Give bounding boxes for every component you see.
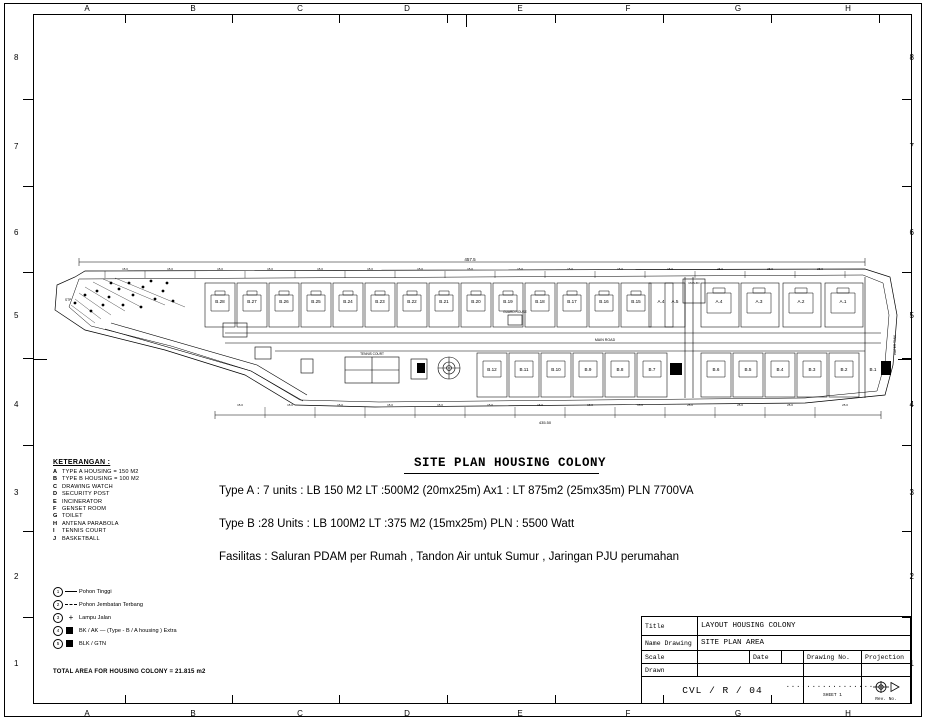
svg-text:A.1: A.1 xyxy=(839,299,847,304)
svg-text:15.0: 15.0 xyxy=(437,403,443,407)
spec-line-type-a: Type A : 7 units : LB 150 M2 LT :500M2 (20mx25m) Ax1 : LT 875m2 (25mx35m) PLN 7700VA xyxy=(219,485,694,497)
site-plan-title: SITE PLAN HOUSING COLONY xyxy=(413,456,607,470)
zone-label-bottom-b: B xyxy=(190,709,196,718)
svg-text:15.0: 15.0 xyxy=(237,403,243,407)
zone-label-left-2: 2 xyxy=(14,572,19,581)
legend-item-key: J xyxy=(53,535,57,542)
svg-text:15.0: 15.0 xyxy=(487,403,493,407)
svg-text:B.27: B.27 xyxy=(247,299,257,304)
drawn-value xyxy=(698,664,804,676)
drawing-no-dots: .................. xyxy=(785,682,880,690)
svg-text:B.22: B.22 xyxy=(407,299,417,304)
frame-tick xyxy=(902,445,912,446)
legend-item xyxy=(53,499,213,506)
svg-text:B.19: B.19 xyxy=(503,299,513,304)
zone-label-right-1: 1 xyxy=(909,659,914,668)
legend-item-key: B xyxy=(53,476,58,483)
svg-text:15.0: 15.0 xyxy=(667,267,673,271)
zone-label-left-5: 5 xyxy=(14,311,19,320)
site-plan-drawing xyxy=(45,255,905,430)
svg-text:25.0: 25.0 xyxy=(767,267,773,271)
svg-text:25.0: 25.0 xyxy=(717,267,723,271)
svg-text:A.4: A.4 xyxy=(657,299,665,304)
svg-text:B.11: B.11 xyxy=(519,367,529,372)
legend-item-key: H xyxy=(53,520,58,527)
svg-text:B.21: B.21 xyxy=(439,299,449,304)
symbol-legend-label: BLK / GTN xyxy=(79,640,107,647)
zone-label-bottom-c: C xyxy=(297,709,303,718)
svg-text:B.16: B.16 xyxy=(599,299,609,304)
title-block xyxy=(641,616,911,704)
frame-tick xyxy=(125,14,126,23)
zone-label-right-2: 2 xyxy=(909,572,914,581)
svg-text:B.8: B.8 xyxy=(616,367,624,372)
frame-tick xyxy=(23,445,33,446)
symbol-legend-block xyxy=(53,585,228,650)
svg-text:15.0: 15.0 xyxy=(217,267,223,271)
legend-item-label: TOILET xyxy=(62,513,83,520)
name-drawing-value: SITE PLAN AREA xyxy=(701,639,765,647)
projection-label: Projection xyxy=(865,653,905,661)
frame-tick xyxy=(447,14,448,23)
legend-item-label: SECURITY POST xyxy=(62,491,110,498)
legend-item-key: F xyxy=(53,506,57,513)
svg-text:A.4: A.4 xyxy=(715,299,723,304)
frame-tick xyxy=(555,695,556,704)
center-mark-top xyxy=(466,14,467,27)
zone-label-bottom-a: A xyxy=(84,709,90,718)
svg-text:25.0: 25.0 xyxy=(787,403,793,407)
symbol-legend-item xyxy=(53,611,228,624)
symbol-legend-item xyxy=(53,624,228,637)
projection-cell-top xyxy=(862,664,910,676)
svg-text:25.0: 25.0 xyxy=(737,403,743,407)
symbol-legend-item xyxy=(53,637,228,650)
symbol-legend-label: Pohon Tinggi xyxy=(79,588,112,595)
zone-label-right-3: 3 xyxy=(909,488,914,497)
street-lamp-symbol-icon: 3 + xyxy=(53,613,79,623)
svg-text:B.7: B.7 xyxy=(648,367,656,372)
frame-tick xyxy=(902,531,912,532)
svg-text:15.0: 15.0 xyxy=(517,267,523,271)
tree-symbol-icon: 1 xyxy=(53,587,79,597)
svg-text:457.5: 457.5 xyxy=(464,257,476,262)
svg-text:WATER TANK: WATER TANK xyxy=(893,334,897,355)
zone-label-left-6: 6 xyxy=(14,228,19,237)
legend-item xyxy=(53,491,213,498)
svg-text:15.0: 15.0 xyxy=(467,267,473,271)
drawing-no-cell-top xyxy=(804,664,862,676)
legend-item xyxy=(53,536,213,543)
zone-label-left-1: 1 xyxy=(14,659,19,668)
svg-text:435.50: 435.50 xyxy=(538,420,552,425)
svg-text:B.10: B.10 xyxy=(551,367,561,372)
symbol-legend-item xyxy=(53,598,228,611)
svg-text:B.26: B.26 xyxy=(279,299,289,304)
first-angle-projection-icon xyxy=(865,678,907,696)
title-value: LAYOUT HOUSING COLONY xyxy=(701,622,796,630)
zone-label-left-4: 4 xyxy=(14,400,19,409)
svg-text:15.0: 15.0 xyxy=(617,267,623,271)
legend-item xyxy=(53,528,213,535)
bridge-tree-symbol-icon: 2 xyxy=(53,600,79,610)
zone-label-top-f: F xyxy=(625,4,631,13)
legend-item xyxy=(53,521,213,528)
zone-label-top-a: A xyxy=(84,4,90,13)
svg-text:15.0: 15.0 xyxy=(587,403,593,407)
symbol-legend-label: BK / AK — (Type - B / A housing ) Extra xyxy=(79,627,177,634)
svg-text:STP: STP xyxy=(65,298,72,302)
legend-item-label: TENNIS COURT xyxy=(62,528,107,535)
legend-item-key: C xyxy=(53,483,58,490)
zone-label-top-h: H xyxy=(845,4,851,13)
legend-item-label: GENSET ROOM xyxy=(62,506,107,513)
frame-tick xyxy=(23,617,33,618)
zone-label-left-3: 3 xyxy=(14,488,19,497)
svg-text:B.20: B.20 xyxy=(471,299,481,304)
svg-text:A.3: A.3 xyxy=(755,299,763,304)
frame-tick xyxy=(23,99,33,100)
zone-label-right-5: 5 xyxy=(909,311,914,320)
svg-text:B.18: B.18 xyxy=(535,299,545,304)
svg-text:15.0: 15.0 xyxy=(287,403,293,407)
legend-item xyxy=(53,506,213,513)
legend-item-label: TYPE A HOUSING = 150 M2 xyxy=(62,469,139,475)
blk-gtn-symbol-icon: 5 xyxy=(53,639,79,649)
drawing-no-label: Drawing No. xyxy=(804,651,862,663)
zone-label-top-d: D xyxy=(404,4,410,13)
legend-item xyxy=(53,476,213,483)
drawing-number-value: CVL / R / 04 xyxy=(642,677,804,703)
spec-line-facilities: Fasilitas : Saluran PDAM per Rumah , Tandon Air untuk Sumur , Jaringan PJU perumahan xyxy=(219,551,680,563)
zone-label-bottom-g: G xyxy=(734,709,742,718)
svg-text:B.25: B.25 xyxy=(311,299,321,304)
zone-label-top-b: B xyxy=(190,4,196,13)
frame-tick xyxy=(663,14,664,23)
svg-text:15.0: 15.0 xyxy=(417,267,423,271)
scale-label: Scale xyxy=(642,651,698,663)
svg-text:B.24: B.24 xyxy=(343,299,353,304)
frame-tick xyxy=(771,14,772,23)
zone-label-top-e: E xyxy=(517,4,523,13)
zone-label-right-8: 8 xyxy=(909,53,914,62)
date-label: Date xyxy=(750,651,782,663)
zone-label-right-7: 7 xyxy=(909,142,914,151)
zone-label-left-8: 8 xyxy=(14,53,19,62)
svg-text:B.9: B.9 xyxy=(584,367,592,372)
svg-text:MAIN ROAD: MAIN ROAD xyxy=(594,338,616,342)
frame-tick xyxy=(902,186,912,187)
frame-tick xyxy=(23,531,33,532)
legend-block xyxy=(53,459,213,543)
svg-text:B.5: B.5 xyxy=(744,367,752,372)
legend-item-key: I xyxy=(53,528,55,535)
legend-item xyxy=(53,513,213,520)
legend-item-label: BASKETBALL xyxy=(62,535,100,542)
zone-label-bottom-f: F xyxy=(625,709,631,718)
extra-house-symbol-icon: 4 xyxy=(53,626,79,636)
zone-label-bottom-h: H xyxy=(845,709,851,718)
symbol-legend-label: Pohon Jembatan Terbang xyxy=(79,601,143,608)
title-label: Title xyxy=(642,617,698,635)
svg-text:15.0: 15.0 xyxy=(267,267,273,271)
frame-tick xyxy=(232,695,233,704)
frame-tick xyxy=(23,186,33,187)
scale-value xyxy=(698,651,750,663)
svg-text:B.4: B.4 xyxy=(776,367,784,372)
svg-text:GUARD HOUSE: GUARD HOUSE xyxy=(503,310,527,314)
frame-tick xyxy=(125,695,126,704)
svg-text:B.12: B.12 xyxy=(487,367,497,372)
site-plan-title-underline xyxy=(404,473,599,474)
svg-text:15.0: 15.0 xyxy=(637,403,643,407)
name-drawing-label: Name Drawing xyxy=(642,636,698,650)
legend-item-label: DRAWING WATCH xyxy=(62,483,113,490)
sheet-label: SHEET 1 xyxy=(823,693,842,698)
spec-line-type-b: Type B :28 Units : LB 100M2 LT :375 M2 (15mx25m) PLN : 5500 Watt xyxy=(219,518,575,530)
zone-label-right-6: 6 xyxy=(909,228,914,237)
frame-tick xyxy=(879,14,880,23)
frame-tick xyxy=(555,14,556,23)
date-value xyxy=(782,651,804,663)
svg-text:15.0: 15.0 xyxy=(367,267,373,271)
total-area-note: TOTAL AREA FOR HOUSING COLONY = 21.815 m2 xyxy=(53,669,206,675)
legend-title: KETERANGAN : xyxy=(53,459,111,466)
svg-text:TENNIS COURT: TENNIS COURT xyxy=(360,352,384,356)
legend-item-label: TYPE B HOUSING = 100 M2 xyxy=(62,476,140,483)
svg-text:15.0: 15.0 xyxy=(387,403,393,407)
legend-item-key: G xyxy=(53,513,58,520)
legend-item-key: D xyxy=(53,491,58,498)
svg-text:15.0: 15.0 xyxy=(567,267,573,271)
zone-label-bottom-d: D xyxy=(404,709,410,718)
zone-label-left-7: 7 xyxy=(14,142,19,151)
svg-text:B.1: B.1 xyxy=(869,367,877,372)
svg-text:B.3: B.3 xyxy=(808,367,816,372)
svg-text:15.0: 15.0 xyxy=(537,403,543,407)
legend-item-key: E xyxy=(53,498,57,505)
svg-text:A.5: A.5 xyxy=(671,299,679,304)
frame-tick xyxy=(339,695,340,704)
legend-item xyxy=(53,469,213,476)
legend-item-label: INCINERATOR xyxy=(62,498,103,505)
svg-text:15.0: 15.0 xyxy=(317,267,323,271)
drawn-label: Drawn xyxy=(642,664,698,676)
legend-item-key: A xyxy=(53,469,58,475)
svg-text:25.0: 25.0 xyxy=(687,403,693,407)
frame-tick xyxy=(232,14,233,23)
svg-text:B.15: B.15 xyxy=(631,299,641,304)
zone-label-top-c: C xyxy=(297,4,303,13)
frame-tick xyxy=(339,14,340,23)
symbol-legend-label: Lampu Jalan xyxy=(79,614,112,621)
svg-text:A.2: A.2 xyxy=(797,299,805,304)
svg-text:15.0: 15.0 xyxy=(337,403,343,407)
zone-label-bottom-e: E xyxy=(517,709,523,718)
svg-text:15.0: 15.0 xyxy=(122,267,128,271)
frame-tick xyxy=(23,358,33,359)
zone-label-right-4: 4 xyxy=(909,400,914,409)
frame-tick xyxy=(902,99,912,100)
frame-tick xyxy=(23,272,33,273)
svg-text:B.2: B.2 xyxy=(840,367,848,372)
zone-label-top-g: G xyxy=(734,4,742,13)
legend-item-label: ANTENA PARABOLA xyxy=(62,520,119,527)
rev-no-label: Rev. No. xyxy=(875,697,897,702)
svg-text:B.23: B.23 xyxy=(375,299,385,304)
frame-tick xyxy=(447,695,448,704)
svg-text:B.28: B.28 xyxy=(215,299,225,304)
svg-text:B.17: B.17 xyxy=(567,299,577,304)
svg-text:B.6: B.6 xyxy=(712,367,720,372)
symbol-legend-item xyxy=(53,585,228,598)
svg-text:25.0: 25.0 xyxy=(842,403,848,407)
svg-text:MASJID: MASJID xyxy=(688,281,700,285)
svg-text:25.0: 25.0 xyxy=(817,267,823,271)
legend-item xyxy=(53,484,213,491)
svg-text:15.0: 15.0 xyxy=(167,267,173,271)
